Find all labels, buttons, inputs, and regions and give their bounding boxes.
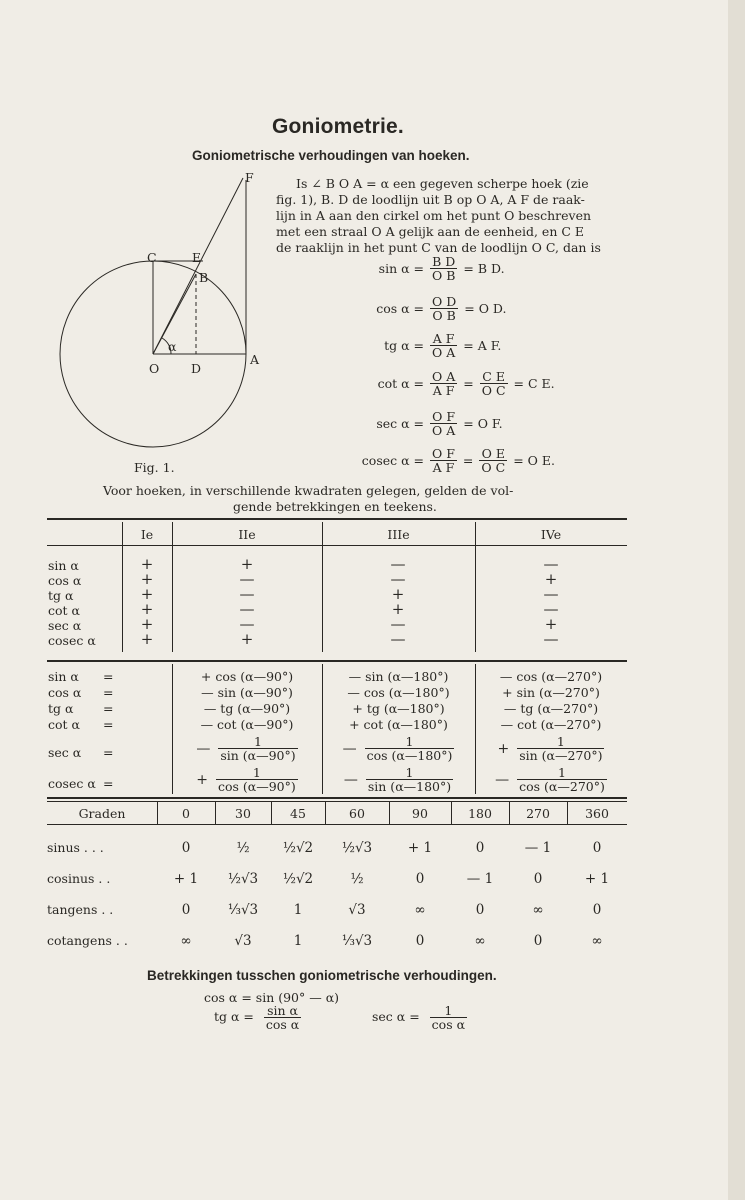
sign-cell: — — [390, 615, 406, 633]
sign-cell: + — [391, 585, 405, 603]
value-cell: ∞ — [591, 933, 603, 949]
sign-cell: + — [240, 630, 254, 648]
definition-fraction — [479, 447, 507, 474]
definition-function: cot α = — [377, 376, 424, 392]
sign-cell: + — [544, 570, 558, 588]
reduction-fraction-denominator: cos (α—270°) — [519, 779, 605, 795]
reduction-row-equals: = — [103, 685, 114, 700]
value-cell: ½√3 — [341, 840, 373, 856]
definition-row — [344, 410, 674, 437]
value-cell: 1 — [293, 933, 303, 949]
fig-label-o: O — [149, 361, 160, 376]
sign-cell: — — [239, 615, 255, 633]
definition-fraction — [430, 295, 458, 322]
value-cell: 0 — [533, 871, 543, 887]
definition-fraction-denominator: O B — [432, 268, 456, 284]
page-subtitle: Goniometrische verhoudingen van hoeken. — [192, 148, 470, 163]
value-cell: 1 — [293, 902, 303, 918]
sign-cell: — — [543, 585, 559, 603]
definition-function: cosec α = — [361, 453, 424, 469]
reduction-row-label: sin α — [48, 669, 79, 684]
value-cell: ½ — [236, 840, 250, 856]
value-cell: 0 — [181, 902, 191, 918]
reduction-cell: + cot (α—180°) — [349, 717, 448, 732]
sign-cell: + — [544, 615, 558, 633]
value-row-label: tangens . . — [47, 902, 114, 917]
definition-fraction — [430, 255, 457, 282]
value-column-header: 180 — [468, 806, 492, 821]
fig-label-e: E — [192, 250, 202, 265]
value-row-label: sinus . . . — [47, 840, 104, 855]
reduction-row-label: cot α — [48, 717, 80, 732]
sign-cell: + — [140, 555, 154, 573]
reduction-cell: — cot (α—270°) — [500, 717, 602, 732]
definition-fraction — [430, 332, 457, 359]
reduction-cell: — cot (α—90°) — [200, 717, 294, 732]
reduction-row-equals: = — [103, 717, 114, 732]
reduction-cell: — tg (α—90°) — [203, 701, 291, 716]
reduction-sign: — — [196, 740, 211, 757]
reduction-cell: — cos (α—270°) — [499, 669, 603, 684]
definition-fraction-numerator: A F — [432, 331, 455, 346]
relation-sec-denominator: cos α — [431, 1017, 466, 1033]
reduction-fraction-cell — [322, 766, 475, 793]
definition-fraction-denominator: O C — [481, 460, 506, 476]
reduction-fraction — [517, 766, 607, 793]
fig-label-alpha: α — [168, 339, 177, 354]
definition-fraction-denominator: O A — [432, 345, 456, 361]
reduction-fraction-denominator: sin (α—270°) — [519, 748, 603, 764]
value-cell: ⅓√3 — [227, 902, 259, 918]
sign-cell: — — [239, 570, 255, 588]
intro-line: met een straal O A gelijk aan de eenheid, en C E — [276, 224, 585, 239]
reduction-fraction — [517, 735, 604, 762]
relation-sec-lhs: sec α = — [372, 1009, 420, 1025]
value-cell: √3 — [348, 902, 366, 918]
page-title: Goniometrie. — [272, 115, 404, 138]
table-rule — [47, 824, 627, 825]
definition-function: cos α = — [376, 301, 424, 317]
fig-label-f: F — [245, 170, 254, 185]
value-cell: ∞ — [474, 933, 486, 949]
reduction-row-label: tg α — [48, 701, 74, 716]
reduction-fraction-denominator: cos (α—90°) — [217, 779, 296, 795]
table-rule — [47, 801, 627, 802]
reduction-sign: + — [497, 740, 510, 757]
definition-row — [344, 332, 674, 359]
reduction-fraction-numerator: 1 — [252, 765, 261, 780]
reduction-fraction-numerator: 1 — [405, 765, 414, 780]
table-rule — [47, 660, 627, 662]
value-cell: ∞ — [414, 902, 426, 918]
definition-function: sin α = — [378, 261, 424, 277]
figure-1-diagram — [55, 168, 270, 478]
reduction-fraction-cell — [322, 735, 475, 762]
definition-result: = B D. — [463, 261, 505, 277]
sign-cell: — — [239, 585, 255, 603]
reduction-fraction-numerator: 1 — [558, 765, 566, 780]
value-column-header: 270 — [526, 806, 550, 821]
value-cell: + 1 — [584, 871, 610, 887]
value-cell: — 1 — [466, 871, 494, 887]
definition-fraction-numerator: O E — [481, 446, 505, 461]
sign-row-label: sin α — [48, 558, 79, 573]
reduction-fraction-cell — [172, 766, 322, 793]
value-cell: 0 — [415, 933, 425, 949]
definition-fraction-denominator: O A — [432, 423, 456, 439]
figure-caption: Fig. 1. — [134, 460, 175, 475]
value-column-header: Graden — [78, 806, 126, 821]
reduction-sign: — — [343, 771, 358, 788]
reduction-sign: — — [495, 771, 510, 788]
reduction-cell: + cos (α—90°) — [200, 669, 294, 684]
sign-cell: + — [140, 630, 154, 648]
reduction-fraction-denominator: cos (α—180°) — [366, 748, 453, 764]
reduction-fraction-cell — [475, 766, 627, 793]
relation-tg-numerator: sin α — [267, 1003, 298, 1018]
definition-fraction — [430, 447, 457, 474]
sign-cell: + — [140, 570, 154, 588]
definition-fraction — [430, 370, 457, 397]
relations-heading: Betrekkingen tusschen goniometrische verhoudingen. — [147, 968, 497, 983]
definition-fraction-denominator: A F — [430, 460, 457, 474]
column-header: IVe — [540, 527, 562, 542]
sign-cell: — — [390, 630, 406, 648]
value-column-header: 90 — [412, 806, 428, 821]
sign-cell: — — [390, 570, 406, 588]
reduction-cell: — sin (α—180°) — [348, 669, 449, 684]
reduction-cell: + sin (α—270°) — [502, 685, 600, 700]
reduction-fraction-cell — [475, 735, 627, 762]
sign-cell: — — [543, 555, 559, 573]
value-cell: ½√2 — [282, 840, 314, 856]
definition-result: = O E. — [513, 453, 555, 469]
fig-label-c: C — [147, 250, 157, 265]
reduction-fraction — [216, 766, 298, 793]
definition-fraction-numerator: B D — [432, 254, 456, 269]
value-cell: ½√2 — [282, 871, 314, 887]
value-cell: 0 — [181, 840, 191, 856]
sign-cell: — — [239, 600, 255, 618]
sign-row-label: tg α — [48, 588, 74, 603]
value-cell: 0 — [475, 902, 485, 918]
table-rule — [47, 545, 627, 546]
value-column-header: 0 — [182, 806, 190, 821]
definition-fraction — [430, 410, 457, 437]
definition-result: = A F. — [463, 338, 502, 354]
value-cell: 0 — [475, 840, 485, 856]
reduction-row-label: cos α — [48, 685, 82, 700]
value-cell: ∞ — [180, 933, 192, 949]
reduction-cell: + tg (α—180°) — [352, 701, 445, 716]
reduction-fraction — [218, 735, 297, 762]
definition-result: = C E. — [513, 376, 555, 392]
sign-cell: — — [543, 600, 559, 618]
value-cell: + 1 — [407, 840, 433, 856]
reduction-fraction — [366, 766, 453, 793]
reduction-fraction-denominator: sin (α—90°) — [220, 748, 296, 764]
reduction-row-label: sec α — [48, 745, 82, 760]
reduction-cell: — cos (α—180°) — [347, 685, 450, 700]
definition-row — [344, 295, 674, 322]
intro-line: lijn in A aan den cirkel om het punt O beschreven — [276, 208, 592, 223]
reduction-row-equals: = — [103, 776, 114, 791]
definition-fraction-numerator: C E — [482, 369, 505, 384]
sign-row-label: cos α — [48, 573, 82, 588]
reduction-row-equals: = — [103, 745, 114, 760]
sign-cell: + — [391, 600, 405, 618]
value-cell: ⅓√3 — [341, 933, 373, 949]
relation-sec — [372, 1004, 467, 1031]
definition-equals: = — [462, 453, 474, 469]
reduction-fraction — [365, 735, 455, 762]
fig-label-a: A — [250, 352, 260, 367]
reduction-row-equals: = — [103, 701, 114, 716]
value-cell: 0 — [533, 933, 543, 949]
value-cell: 0 — [415, 871, 425, 887]
reduction-cell: — sin (α—90°) — [201, 685, 293, 700]
definition-fraction — [480, 370, 508, 397]
value-column-header: 45 — [290, 806, 306, 821]
definition-fraction-denominator: O B — [430, 308, 458, 322]
definition-fraction-numerator: O D — [432, 294, 457, 309]
reduction-fraction-numerator: 1 — [556, 734, 565, 749]
sign-row-label: cosec α — [48, 633, 96, 648]
table-rule — [47, 797, 627, 799]
sign-cell: + — [140, 600, 154, 618]
sign-cell: + — [240, 555, 254, 573]
definition-result: = O D. — [464, 301, 507, 317]
definition-fraction-denominator: A F — [430, 383, 457, 397]
value-cell: √3 — [234, 933, 252, 949]
quadrant-text-line1: Voor hoeken, in verschillende kwadraten gelegen, gelden de vol- — [103, 483, 514, 498]
definition-fraction-denominator: O C — [481, 383, 506, 399]
column-header: IIe — [238, 527, 256, 542]
value-row-label: cotangens . . — [47, 933, 128, 948]
table-rule — [47, 518, 627, 520]
reduction-cell: — tg (α—270°) — [503, 701, 599, 716]
intro-line: de raaklijn in het punt C van de loodlijn O C, dan is — [276, 240, 601, 255]
reduction-row-label: cosec α — [48, 776, 96, 791]
relation-sec-numerator: 1 — [444, 1003, 453, 1018]
reduction-sign: + — [196, 771, 208, 788]
intro-line: Is ∠ B O A = α een gegeven scherpe hoek (zie — [296, 176, 589, 191]
value-column-header: 360 — [585, 806, 609, 821]
sign-row-label: sec α — [48, 618, 82, 633]
fig-label-d: D — [191, 361, 202, 376]
intro-line: fig. 1), B. D de loodlijn uit B op O A, A F de raak- — [276, 192, 585, 207]
value-row-label: cosinus . . — [47, 871, 111, 886]
sign-cell: — — [390, 555, 406, 573]
definition-row — [344, 447, 674, 474]
reduction-fraction-numerator: 1 — [405, 734, 414, 749]
reduction-fraction-numerator: 1 — [254, 734, 262, 749]
reduction-row-equals: = — [103, 669, 114, 684]
intro-paragraph — [276, 176, 601, 256]
value-cell: 0 — [592, 902, 602, 918]
column-header: Ie — [140, 527, 154, 542]
definition-fraction-numerator: O F — [432, 409, 456, 424]
sign-cell: + — [140, 585, 154, 603]
book-spine — [728, 0, 745, 1200]
definition-function: sec α = — [376, 416, 424, 432]
reduction-sign: — — [342, 740, 357, 757]
reduction-fraction-denominator: sin (α—180°) — [367, 779, 452, 795]
quadrant-text-line2: gende betrekkingen en teekens. — [233, 499, 437, 514]
relation-tg-lhs: tg α = — [214, 1009, 254, 1025]
definition-fraction-numerator: O A — [432, 369, 456, 384]
value-column-header: 30 — [235, 806, 251, 821]
value-cell: + 1 — [173, 871, 199, 887]
relation-cos-sin: cos α = sin (90° — α) — [204, 990, 340, 1005]
relation-tg-denominator: cos α — [265, 1017, 300, 1033]
sign-cell: + — [140, 615, 154, 633]
fig-label-b: B — [199, 270, 209, 285]
value-cell: — 1 — [524, 840, 552, 856]
definition-row — [344, 370, 674, 397]
value-column-header: 60 — [349, 806, 365, 821]
definition-fraction-numerator: O F — [432, 446, 455, 461]
definition-equals: = — [463, 376, 474, 392]
value-cell: ∞ — [532, 902, 544, 918]
sign-cell: — — [543, 630, 559, 648]
definition-result: = O F. — [463, 416, 503, 432]
definition-function: tg α = — [384, 338, 424, 354]
sign-row-label: cot α — [48, 603, 80, 618]
relation-tg — [214, 1004, 301, 1031]
column-header: IIIe — [387, 527, 410, 542]
value-cell: ½ — [350, 871, 364, 887]
definition-row — [344, 255, 674, 282]
value-cell: 0 — [592, 840, 602, 856]
reduction-fraction-cell — [172, 735, 322, 762]
value-cell: ½√3 — [227, 871, 259, 887]
